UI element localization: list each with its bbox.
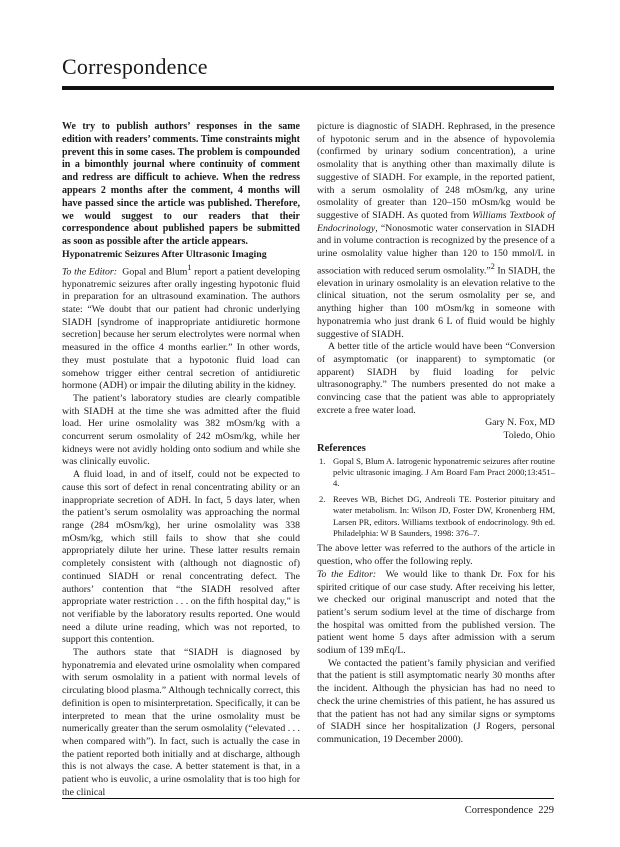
page-footer: [465, 805, 554, 816]
section-title: Correspondence: [62, 54, 208, 79]
footer-rule: [62, 798, 554, 799]
editorial-notice: We try to publish authors’ responses in the same edition with readers’ comments. Time constraints might prevent this in some cases. The problem is compounded in a bimonthly journal where continuity of comment and redress are difficult to achieve. When the redress appears 2 months after the comment, 4 months will have passed since the article was published. Therefore, we would suggest to our readers that their correspondence about published papers be submitted as soon as possible after the article appears.: [62, 121, 300, 248]
right-column: [317, 121, 555, 747]
header-rule: [62, 86, 554, 90]
citation-1: 1: [187, 262, 192, 272]
page-number: 229: [538, 805, 554, 816]
reply-paragraph-2: We contacted the patient’s family physician and verified that the patient is still asymptomatic nearly 30 months after the incident. Although the physician has had no need to check the urine chemistries of this patient, he has assured us that the patient has not had any similar signs or symptoms of SIADH since her hospitalization (J Rogers, personal communication, 19 December 2000).: [317, 657, 555, 745]
footer-label: Correspondence: [464, 805, 533, 816]
book-title: Williams Textbook of Endocrinology: [317, 209, 555, 234]
letter-paragraph-1: [62, 262, 300, 393]
references-heading: References: [317, 442, 366, 454]
citation-2: 2: [490, 261, 495, 271]
reply-p1-rest: We would like to thank Dr. Fox for his spirited critique of our case study. After receiving his letter, we checked our original manuscript and noted that the patient’s serum sodium level at the time of discharge from the hospital was omitted from the published version. The patient went home 5 days after admission with a serum sodium of 139 mEq/L.: [317, 568, 555, 657]
letter-paragraph-3: A fluid load, in and of itself, could not be expected to cause this sort of defect in renal concentrating ability or an inappropriate secretion of ADH. In fact, 5 days later, when the patient’s serum osmolality was approaching the normal range (284 mOsm/kg), her urine osmolality was 338 mOsm/kg, which still fails to show that she could appropriately dilute her urine. These latter results remain completely consistent with (although not diagnostic of) continued SIADH or renal concentrating defect. The authors’ contention that “the SIADH resolved after appropriate water restriction . . . on the fifth hospital day,” is not verifiable by the laboratory results reported. One would need a dilute urine reading, which was not reported, to support this contention.: [62, 469, 300, 646]
reference-number: 1.: [319, 455, 326, 466]
p4-cont-a: picture is diagnostic of SIADH. Rephrased, in the presence of hypotonic serum and in the absence of hypovolemia (confirmed by urinary sodium concentration), a urine osmolality that is anything other than maximally dilute is suggestive of SIADH. For example, in the reported patient, with a serum osmolality of 248 mOsm/kg, any urine osmolality of greater than 120–150 mOsm/kg would be suggestive of SIADH. As quoted from: [317, 121, 555, 221]
reply-salutation: To the Editor:: [317, 568, 377, 580]
reference-item: [317, 456, 555, 490]
letter-paragraph-5: A better title of the article would have been “Conversion of asymptomatic (or inapparent) to symptomatic (or apparent) SIADH by fluid loading for pelvic ultrasonography.” The numbers presented do not make a convincing case that the patient was able to appropriately excrete a free water load.: [317, 341, 555, 416]
letter-paragraph-4-continued: [317, 121, 555, 341]
reference-text: Gopal S, Blum A. Iatrogenic hyponatremic seizures after routine pelvic ultrasonic imaging. J Am Board Fam Pract 2000;13:451–4.: [333, 455, 555, 489]
author-location: Toledo, Ohio: [503, 430, 555, 442]
reply-paragraph-1: [317, 569, 555, 658]
p4-cont-c: In SIADH, the elevation in urinary osmolality is an elevation relative to the clinical situation, not the serum osmolality per se, and anything higher than 100 mOsm/kg in someone with hyponatremia who just drank 6 L of fluid would be highly suggestive of SIADH.: [317, 265, 555, 340]
letter-salutation: To the Editor:: [62, 265, 117, 277]
author-name: Gary N. Fox, MD: [485, 417, 555, 429]
left-column: [62, 121, 300, 799]
references-list: [317, 456, 555, 540]
p4-cont-b: , “Nonosmotic water conservation in SIADH and in volume contraction is recognized by the presence of a urine osmolality value higher than 120 to 150 mmol/L in association with reduced serum osmolality.”: [317, 222, 555, 276]
letter-p1-rest: report a patient developing hyponatremic seizures after orally ingesting hypotonic fluid in preparation for an ultrasound examination. The authors state: “We doubt that our patient had chronic underlying SIADH [syndrome of inappropriate antidiuretic hormone secretion] because her serum electrolytes were normal when measured in the office 4 months earlier.” In other words, they must postulate that a hypotonic fluid load can somehow trigger either central secretion of antidiuretic hormone (ADH) or impair the diluting ability in the kidney.: [62, 265, 300, 392]
letter-title: Hyponatremic Seizures After Ultrasonic Imaging: [62, 248, 267, 260]
letter-p1-text: Gopal and Blum: [122, 265, 188, 277]
letter-paragraph-4: The authors state that “SIADH is diagnosed by hyponatremia and elevated urine osmolality when compared with serum osmolality in a patient with normal levels of circulating blood plasma.” Although technically correct, this definition is open to misinterpretation. Specifically, it can be interpreted to mean that the urine osmolality must be numerically greater than the serum osmolality (“elevated . . . when compared with”). In fact, such is actually the case in the patient reported both initially and at discharge, although this is not always the case. A better statement is that, in a patient who is euvolic, a urine osmolality that is too high for the clinical: [62, 647, 300, 798]
reference-text: Reeves WB, Bichet DG, Andreoli TE. Posterior pituitary and water metabolism. In: Wilson JD, Foster DW, Kronenberg HM, Larsen PR, editors. Williams textbook of endocrinology. 9th ed. Philadelphia: W B Saunders, 1998: 376–7.: [333, 493, 555, 538]
editor-note: The above letter was referred to the authors of the article in question, who offer the following reply.: [317, 543, 555, 568]
reference-item: [317, 494, 555, 540]
reference-number: 2.: [319, 493, 326, 504]
letter-paragraph-2: The patient’s laboratory studies are clearly compatible with SIADH at the time she was admitted after the fluid load. Her urine osmolality was 382 mOsm/kg with a concurrent serum osmolality of 242 mOsm/kg, while her kidneys were not avidly holding onto sodium and while she was clinically euvolic.: [62, 392, 300, 468]
